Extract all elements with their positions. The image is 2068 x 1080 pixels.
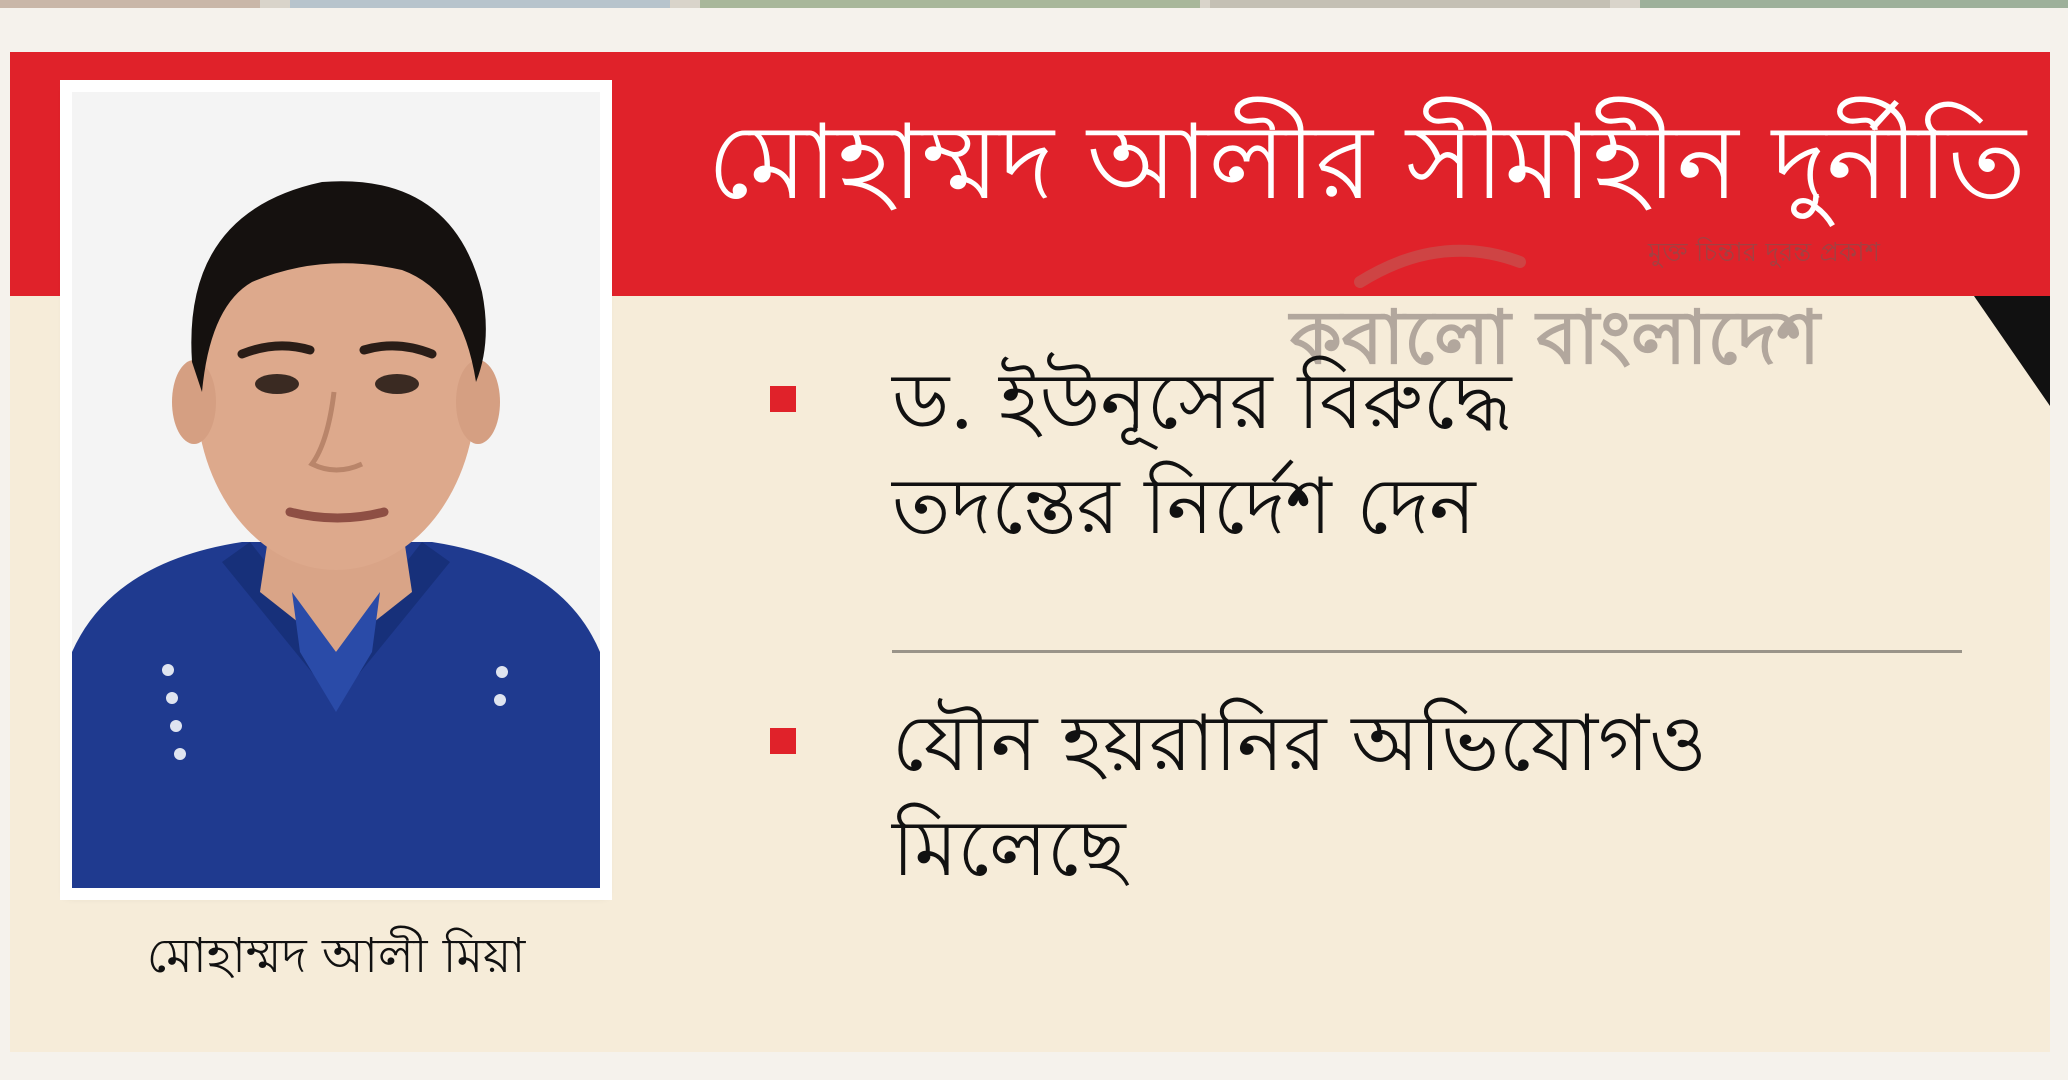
point-2-line-2: মিলেছে [892,804,1126,895]
point-1 [892,350,1892,561]
portrait-illustration [72,92,600,888]
watermark-tagline: মুক্ত চিন্তার দুরন্ত প্রকাশ [1647,238,1880,268]
point-1-line-1: ড. ইউনূসের বিরুদ্ধে [892,357,1512,447]
top-image-strip [0,0,2068,8]
headline: মোহাম্মদ আলীর সীমাহীন দুর্নীতি [707,101,2026,223]
point-1-line-2: তদন্তের নির্দেশ দেন [892,462,1476,553]
bullet-marker [770,386,810,426]
watermark-name: কবালো বাংলাদেশ [1290,295,1821,381]
points-divider [892,650,1962,653]
point-2 [892,692,1892,903]
point-2-line-1: যৌন হয়রানির অভিযোগও [892,699,1707,789]
portrait-photo [66,86,606,894]
photo-caption: মোহাম্মদ আলী মিয়া [146,928,526,984]
corner-fold [1974,296,2050,406]
bullet-marker [770,728,810,768]
